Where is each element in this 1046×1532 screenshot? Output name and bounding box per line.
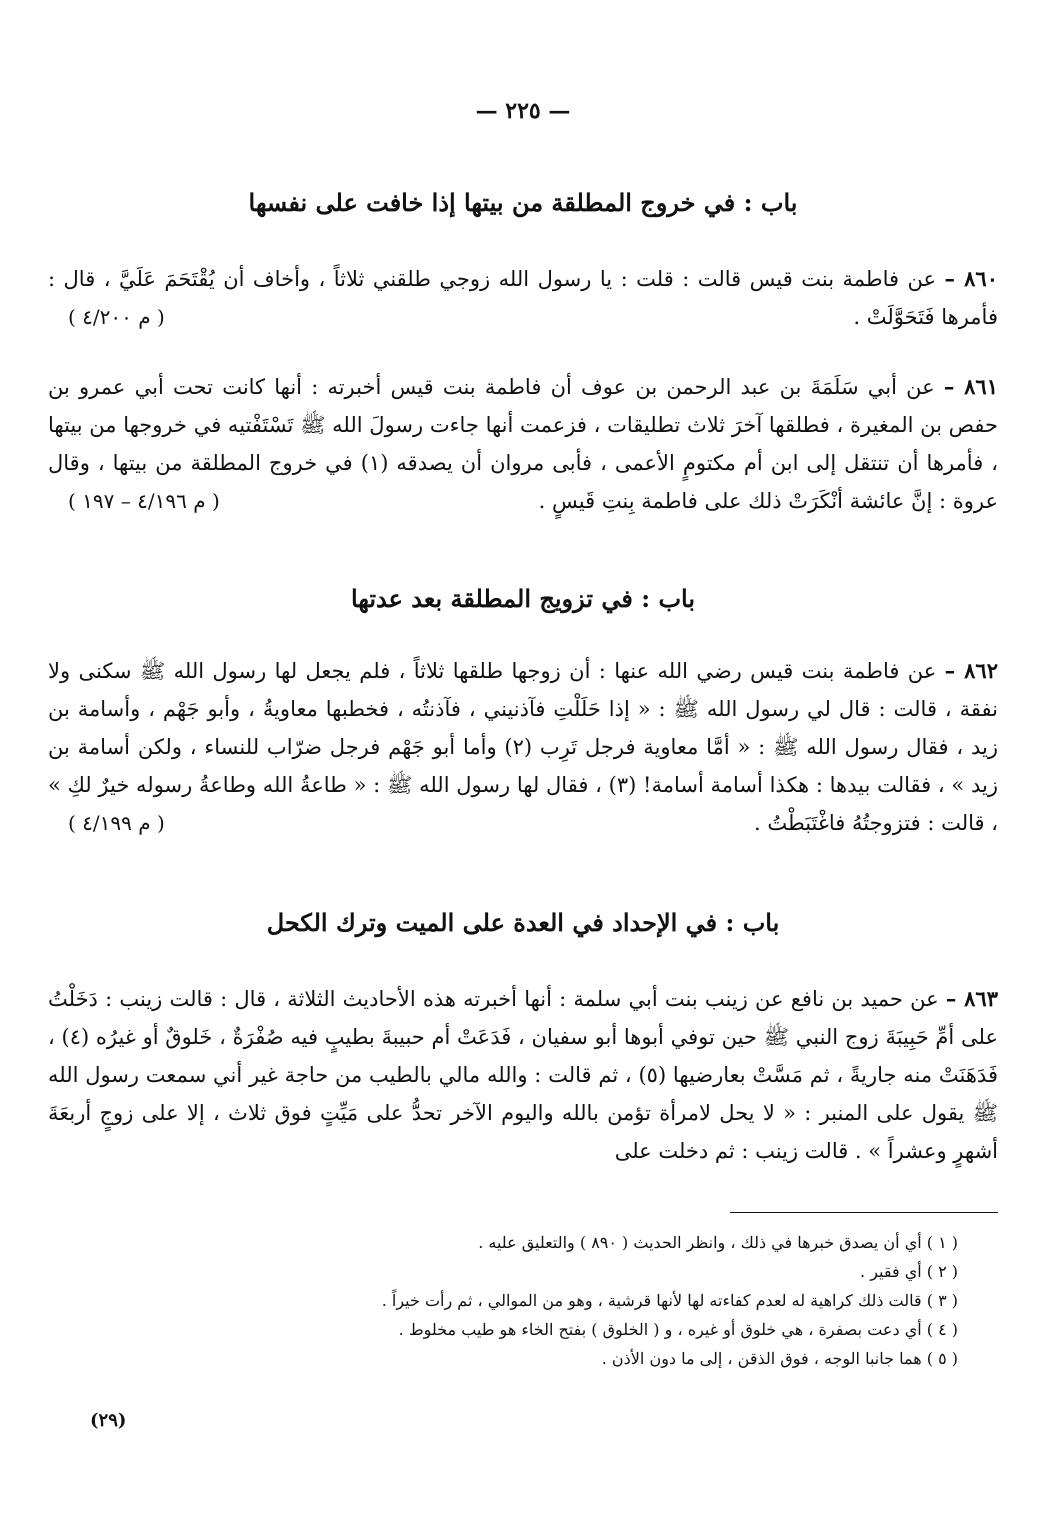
hadith-number: ٨٦٠ – [944,266,998,291]
hadith-reference: ( م ٤/٢٠٠ ) [68,305,165,329]
page-number: — ٢٢٥ — [475,98,571,124]
chapter-heading: باب : في تزويج المطلقة بعد عدتها [350,584,696,613]
chapter-heading: باب : في الإحداد في العدة على الميت وترك الكحل [266,908,780,937]
hadith-number: ٨٦٣ – [945,986,998,1011]
hadith-reference: ( م ٤/١٩٩ ) [68,811,165,835]
hadith-text: عن حميد بن نافع عن زينب بنت أبي سلمة : أنها أخبرته هذه الأحاديث الثلاثة ، قال : قالت زينب : دَخَلْتُ على أمِّ حَبِيبَةَ زوج النبي ﷺ حين توفي أبوها أبو سفيان ، فَدَعَتْ أم حبيبةَ بطيبٍ فيه صُفْرَةٌ ، خَلوقٌ أو غيرُه (٤) ، فَدَهَنَتْ منه جاريةً ، ثم مَسَّتْ بعارضيها (٥) ، ثم قالت : والله مالي بالطيب من حاجة غير أني سمعت رسول الله ﷺ يقول على المنبر : « لا يحل لامرأة تؤمن بالله واليوم الآخر تحدُّ على مَيِّتٍ فوق ثلاث ، إلا على زوجٍ أربعَةَ أشهرٍ وعشراً » . قالت زينب : ثم دخلت على [48,987,998,1163]
footnote: ( ٥ ) هما جانبا الوجه ، فوق الذقن ، إلى ما دون الأذن . [601,1349,958,1368]
hadith-number: ٨٦٢ – [944,658,998,683]
footnote: ( ٣ ) قالت ذلك كراهية له لعدم كفاءته لها لأنها قرشية ، وهو من الموالي ، ثم رأت خيراً . [381,1291,958,1310]
hadith-reference: ( م ٤/١٩٦ – ١٩٧ ) [68,489,220,513]
hadith-text: عن فاطمة بنت قيس قالت : قلت : يا رسول الله زوجي طلقني ثلاثاً ، وأخاف أن يُقْتَحَمَ عَلَيَّ ، قال : فأمرها فَتَحَوَّلَتْ . [48,267,998,329]
chapter-heading: باب : في خروج المطلقة من بيتها إذا خافت على نفسها [248,188,798,217]
sheet-number: (٢٩) [90,1410,127,1431]
footnote: ( ٤ ) أي دعت بصفرة ، هي خلوق أو غيره ، و ( الخلوق ) بفتح الخاء هو طيب مخلوط . [398,1320,958,1339]
hadith-paragraph [48,652,998,842]
footnote: ( ٢ ) أي فقير . [860,1262,958,1281]
hadith-paragraph [48,260,998,336]
footnote-divider [730,1212,998,1213]
hadith-paragraph [48,980,998,1170]
hadith-text: عن أبي سَلَمَةَ بن عبد الرحمن بن عوف أن فاطمة بنت قيس أخبرته : أنها كانت تحت أبي عمرو بن حفص بن المغيرة ، فطلقها آخرَ ثلاث تطليقات ، فزعمت أنها جاءت رسولَ الله ﷺ تَسْتَفْتيه في خروجها من بيتها ، فأمرها أن تنتقل إلى ابن أم مكتومٍ الأعمى ، فأبى مروان أن يصدقه (١) في خروج المطلقة من بيتها ، وقال عروة : إنَّ عائشة أنْكَرَتْ ذلك على فاطمة بِنتِ قَيسٍ . [48,375,999,513]
hadith-number: ٨٦١ – [943,374,998,399]
hadith-paragraph [48,368,998,520]
footnote: ( ١ ) أي أن يصدق خبرها في ذلك ، وانظر الحديث ( ٨٩٠ ) والتعليق عليه . [478,1233,958,1252]
footnotes [80,1228,958,1373]
hadith-text: عن فاطمة بنت قيس رضي الله عنها : أن زوجها طلقها ثلاثاً ، فلم يجعل لها رسول الله ﷺ سكنى ولا نفقة ، قالت : قال لي رسول الله ﷺ : « إذا حَلَلْتِ فآذنيني ، فآذنتُه ، فخطبها معاويةُ ، وأبو جَهْم ، وأسامة بن زيد ، فقال رسول الله ﷺ : « أمَّا معاوية فرجل تَرِب (٢) وأما أبو جَهْم فرجل ضرّاب للنساء ، ولكن أسامة بن زيد » ، فقالت بيدها : هكذا أسامة أسامة! (٣) ، فقال لها رسول الله ﷺ : « طاعةُ الله وطاعةُ رسوله خيرٌ لكِ » ، قالت : فتزوجتُهُ فاغْتَبَطْتُ . [48,659,999,835]
